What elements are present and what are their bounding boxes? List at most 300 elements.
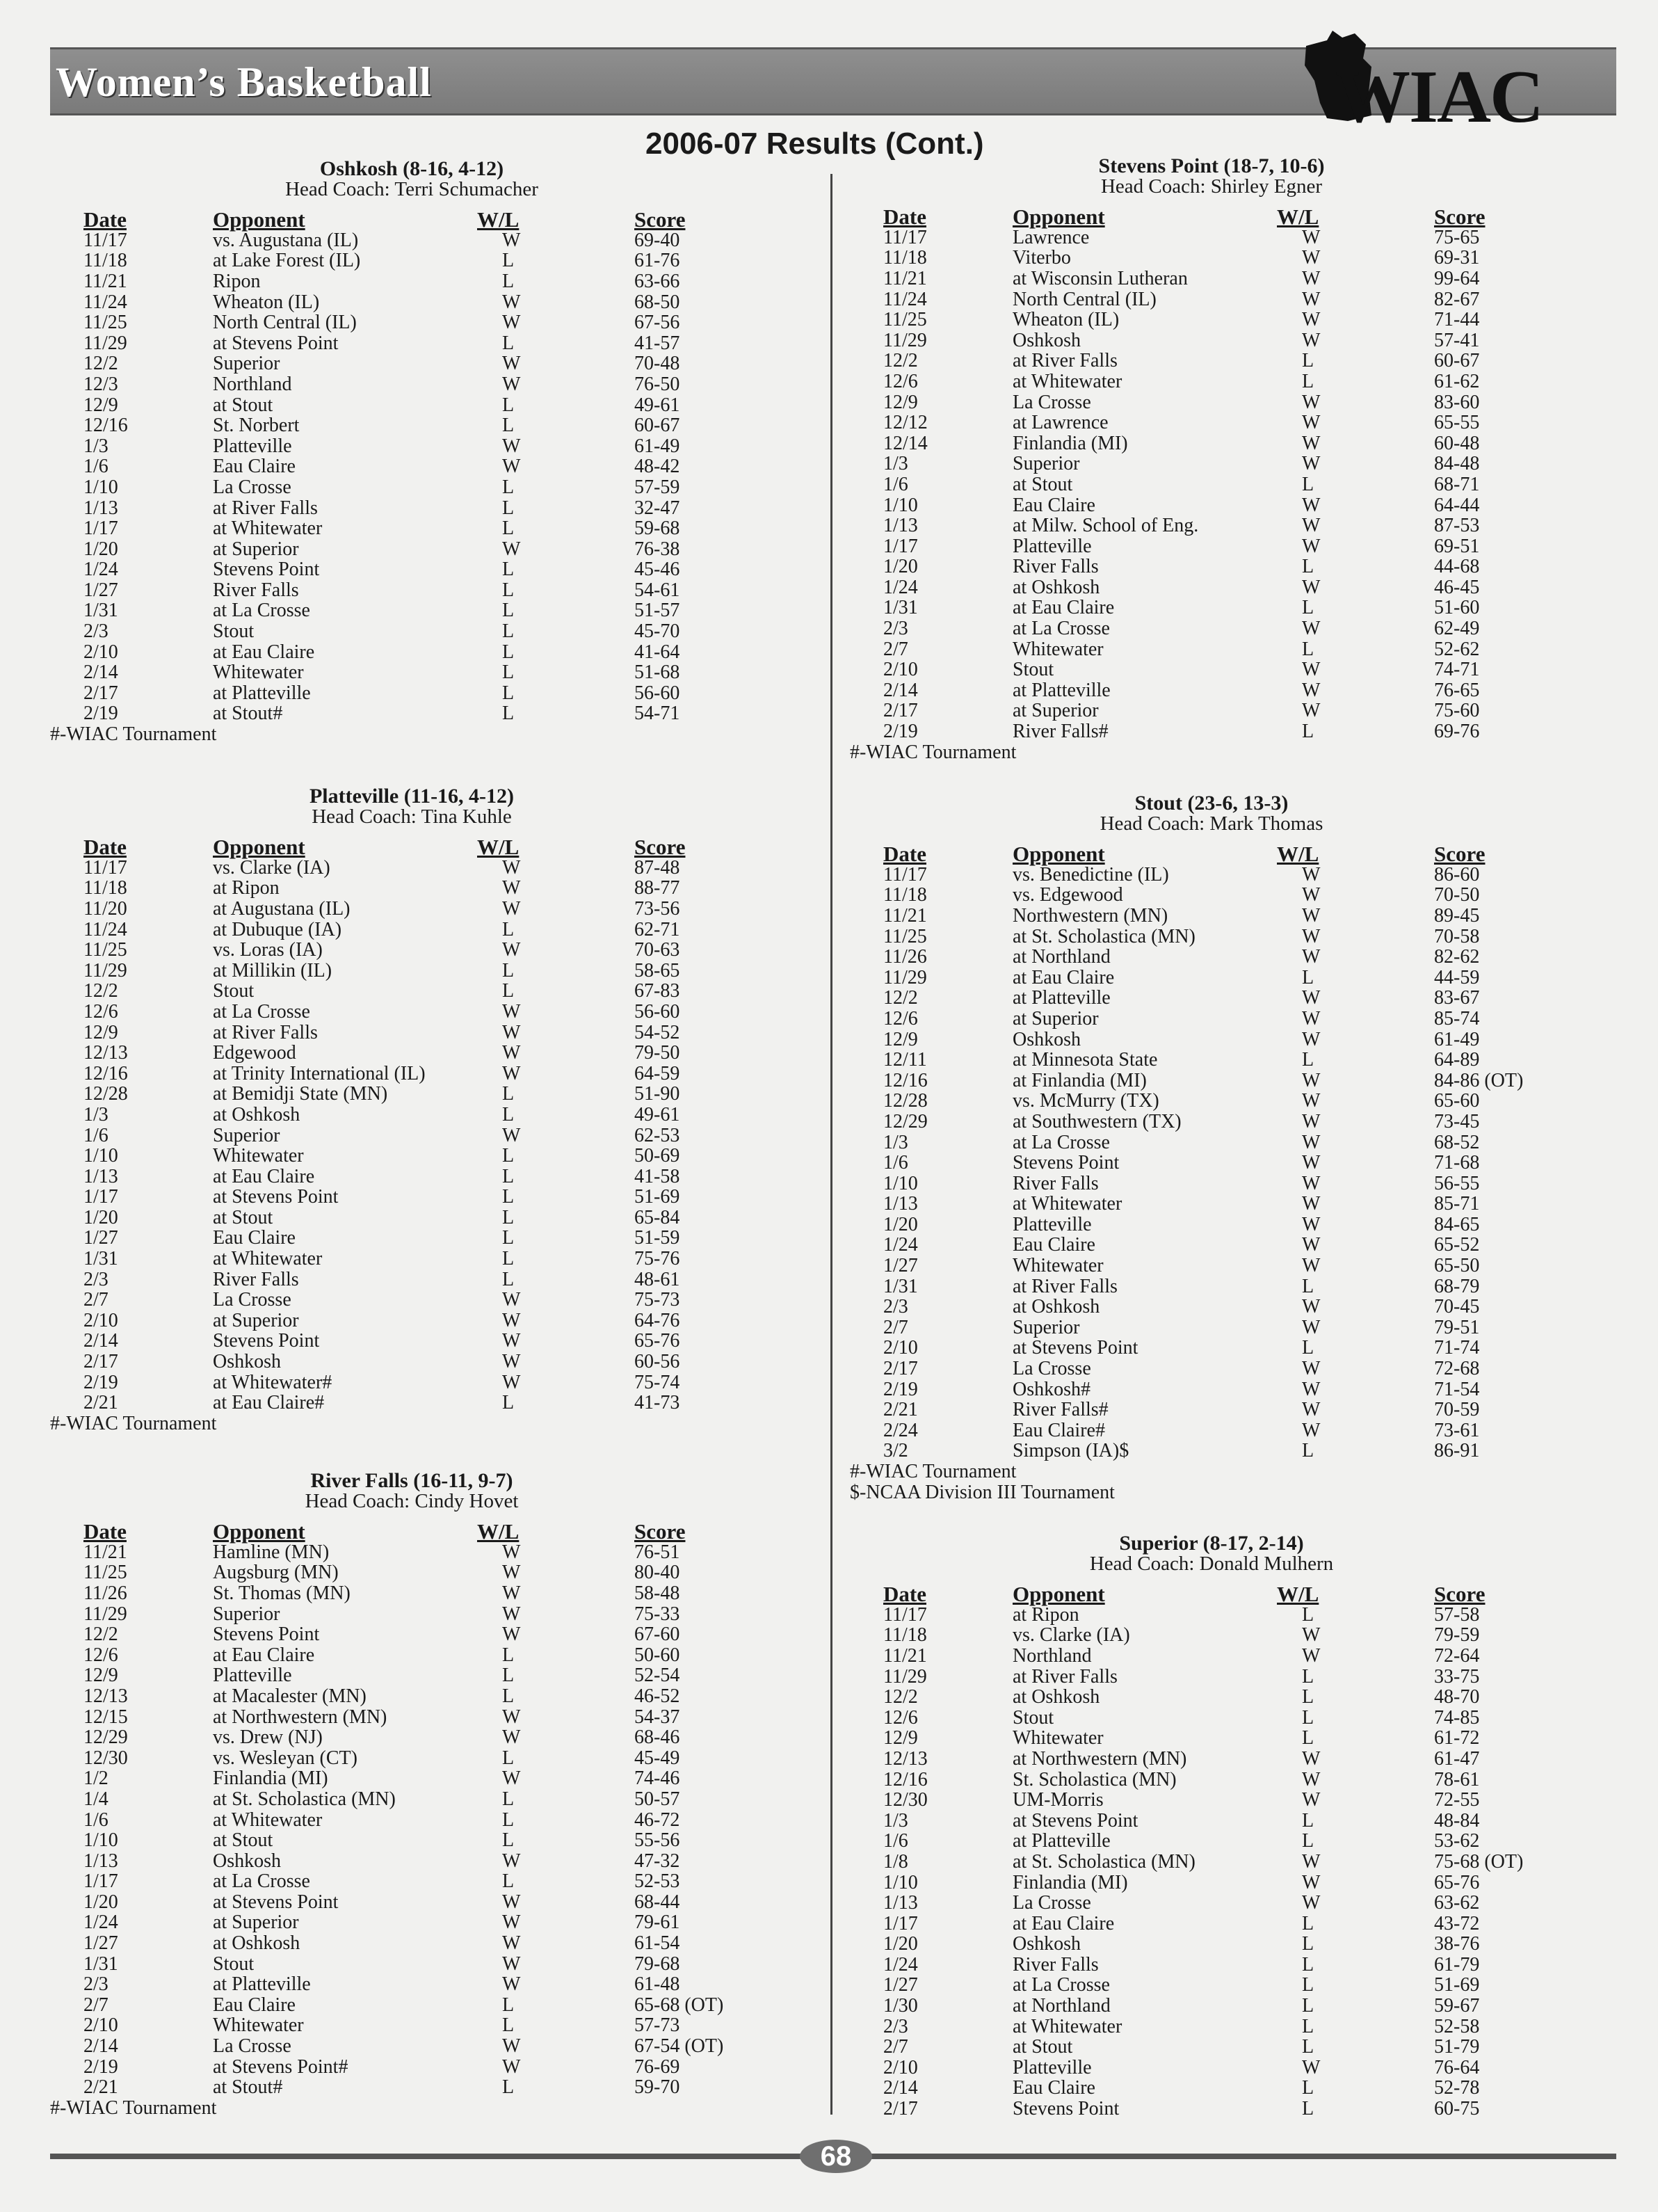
game-opponent: at Platteville [1013,679,1111,701]
game-opponent: Platteville [1013,2056,1092,2078]
game-result: L [1302,1049,1314,1071]
game-opponent: at Stout [213,1206,273,1228]
game-date: 2/14 [83,2035,118,2058]
game-date: 12/11 [883,1049,927,1071]
game-date: 1/4 [83,1788,108,1810]
results-title: 2006-07 Results (Cont.) [645,127,984,161]
game-result: L [1302,966,1314,988]
game-score: 79-68 [634,1953,680,1975]
game-row [50,920,773,940]
game-row [850,659,1573,680]
table-header [850,1584,1573,1605]
game-result: W [502,1371,521,1393]
opponent-header: Opponent [1013,1582,1105,1607]
game-score: 61-47 [1434,1747,1480,1770]
game-date: 2/14 [883,679,918,701]
game-date: 1/31 [883,597,918,619]
game-result: W [1302,679,1321,701]
game-date: 2/3 [883,1296,908,1318]
game-row [50,1727,773,1748]
game-score: 85-74 [1434,1007,1480,1029]
game-opponent: North Central (IL) [213,312,357,334]
game-score: 75-60 [1434,700,1480,722]
game-row [50,1023,773,1043]
game-date: 11/29 [883,966,927,988]
game-date: 11/26 [883,946,927,968]
game-row [50,312,773,333]
game-opponent: River Falls# [1013,721,1109,743]
game-date: 1/13 [883,1892,918,1914]
game-opponent: at Southwestern (TX) [1013,1110,1182,1132]
game-score: 61-79 [1434,1953,1480,1975]
game-score: 32-47 [634,497,680,519]
game-result: L [502,476,515,498]
game-result: L [502,1788,515,1810]
game-opponent: at Stout [213,394,273,416]
game-row [50,1789,773,1810]
game-result: L [1302,597,1314,619]
game-result: W [502,1582,521,1604]
game-score: 50-69 [634,1145,680,1167]
game-date: 1/13 [83,497,118,519]
game-opponent: vs. McMurry (TX) [1013,1090,1159,1112]
opponent-header: Opponent [1013,842,1105,867]
game-date: 1/10 [83,1145,118,1167]
game-row [850,248,1573,269]
game-result: L [502,1227,515,1249]
game-result: W [502,1000,521,1023]
game-score: 52-53 [634,1870,680,1893]
game-opponent: River Falls# [1013,1399,1109,1421]
game-row [50,333,773,354]
game-opponent: at Platteville [213,682,311,704]
game-row [50,961,773,981]
game-opponent: at Millikin (IL) [213,959,332,981]
game-opponent: at Platteville [213,1973,311,1996]
game-score: 75-33 [634,1603,680,1625]
game-date: 2/14 [83,662,118,684]
game-row [850,1770,1573,1790]
game-row [50,271,773,292]
game-result: W [1302,987,1321,1009]
date-header: Date [883,842,926,867]
game-row [850,310,1573,330]
game-date: 12/15 [83,1706,128,1728]
game-row [50,1768,773,1789]
game-result: W [502,1768,521,1790]
game-opponent: at River Falls [1013,1665,1118,1688]
game-date: 2/14 [883,2077,918,2099]
game-opponent: Eau Claire [213,456,296,478]
game-result: L [1302,1665,1314,1688]
head-coach: Head Coach: Terri Schumacher [285,177,538,200]
game-result: W [1302,288,1321,310]
game-result: L [1302,1809,1314,1832]
game-score: 69-51 [1434,535,1480,557]
game-date: 2/17 [83,1351,118,1373]
game-opponent: at Oshkosh [1013,1686,1100,1708]
game-opponent: vs. Wesleyan (CT) [213,1747,357,1769]
game-opponent: at Eau Claire# [213,1392,325,1414]
game-row [50,1933,773,1954]
game-date: 1/20 [83,538,118,560]
game-score: 71-74 [1434,1337,1480,1359]
game-row [50,981,773,1002]
game-opponent: Stout [213,620,255,643]
game-date: 12/13 [83,1042,128,1064]
game-score: 80-40 [634,1562,680,1584]
game-date: 1/17 [83,1186,118,1208]
game-date: 1/20 [83,1206,118,1228]
game-opponent: Eau Claire [1013,494,1095,516]
game-score: 72-68 [1434,1358,1480,1380]
score-header: Score [634,207,686,232]
game-result: W [1302,1768,1321,1790]
game-date: 2/19 [83,1371,118,1393]
game-date: 1/24 [883,576,918,598]
game-score: 41-64 [634,641,680,663]
game-score: 58-48 [634,1582,680,1604]
game-score: 60-75 [1434,2098,1480,2120]
game-result: W [502,1726,521,1749]
game-result: L [502,600,515,622]
game-date: 11/25 [83,939,127,961]
game-score: 63-66 [634,270,680,292]
game-result: L [502,1248,515,1270]
game-opponent: Stevens Point [1013,1152,1120,1174]
game-opponent: at Superior [213,538,299,560]
game-result: W [1302,1255,1321,1277]
game-date: 1/20 [883,1933,918,1955]
game-opponent: Platteville [1013,1213,1092,1235]
game-date: 12/6 [883,1706,918,1729]
game-result: W [1302,1110,1321,1132]
game-row [850,556,1573,577]
game-result: W [1302,659,1321,681]
game-row [850,1831,1573,1852]
game-date: 12/30 [83,1747,128,1769]
game-opponent: Lawrence [1013,226,1090,248]
game-opponent: St. Thomas (MN) [213,1582,351,1604]
game-score: 69-31 [1434,247,1480,269]
game-opponent: at Bemidji State (MN) [213,1083,388,1105]
game-result: W [1302,453,1321,475]
game-score: 76-38 [634,538,680,560]
game-opponent: at Northwestern (MN) [1013,1747,1187,1770]
game-result: W [1302,1234,1321,1256]
game-score: 84-48 [1434,453,1480,475]
game-date: 12/2 [83,980,118,1002]
game-date: 2/7 [83,1289,108,1311]
game-result: L [502,1870,515,1893]
game-row [850,1996,1573,2017]
game-row [50,1851,773,1872]
logo-text: WIAC [1335,56,1543,138]
game-date: 11/25 [883,925,927,947]
game-result: L [502,270,515,292]
game-opponent: vs. Loras (IA) [213,939,323,961]
game-date: 1/27 [83,1227,118,1249]
game-row [850,330,1573,351]
game-opponent: La Crosse [213,2035,291,2058]
game-row [50,1624,773,1645]
game-result: W [1302,1747,1321,1770]
game-score: 41-58 [634,1165,680,1187]
game-row [50,374,773,395]
wl-header: W/L [1277,842,1319,867]
game-date: 12/16 [83,1062,128,1084]
score-header: Score [1434,1582,1486,1607]
game-result: W [502,2055,521,2078]
game-score: 60-67 [634,415,680,437]
game-row [50,683,773,704]
game-opponent: Stevens Point [213,1624,320,1646]
game-score: 62-49 [1434,618,1480,640]
game-result: W [502,1351,521,1373]
game-date: 1/6 [83,1809,108,1831]
game-opponent: Stout [1013,1706,1054,1729]
game-date: 11/29 [83,1603,127,1625]
game-score: 52-58 [1434,2015,1480,2037]
game-result: L [502,1206,515,1228]
game-row [850,1852,1573,1873]
game-row [850,1029,1573,1050]
game-opponent: at Eau Claire [213,641,315,663]
game-score: 82-62 [1434,946,1480,968]
game-result: L [502,959,515,981]
game-opponent: Northland [1013,1644,1092,1667]
game-row [850,577,1573,598]
game-date: 11/17 [83,229,127,251]
game-row [850,1625,1573,1646]
game-score: 54-37 [634,1706,680,1728]
game-opponent: at La Crosse [213,600,310,622]
game-result: L [502,1083,515,1105]
game-row [850,1359,1573,1379]
game-score: 38-76 [1434,1933,1480,1955]
game-date: 1/3 [883,1809,908,1832]
game-row [850,515,1573,536]
game-date: 1/13 [83,1165,118,1187]
game-score: 63-62 [1434,1892,1480,1914]
game-date: 2/17 [83,682,118,704]
wl-header: W/L [477,1519,520,1544]
game-row [50,642,773,663]
game-opponent: Stevens Point [213,559,320,581]
game-row [50,1871,773,1892]
game-score: 84-86 (OT) [1434,1069,1524,1091]
game-score: 61-49 [1434,1028,1480,1050]
game-score: 33-75 [1434,1665,1480,1688]
game-row [850,988,1573,1009]
game-result: W [502,1309,521,1331]
game-opponent: Stout [213,1953,255,1975]
game-date: 12/13 [83,1685,128,1707]
game-row [850,1811,1573,1832]
game-opponent: at Stout# [213,703,283,725]
game-result: W [1302,494,1321,516]
game-result: W [502,1973,521,1996]
game-row [50,477,773,498]
game-score: 60-67 [1434,350,1480,372]
game-row [850,371,1573,392]
game-date: 2/19 [883,1378,918,1400]
game-row [850,1235,1573,1256]
game-result: W [502,1953,521,1975]
game-date: 1/3 [83,435,108,457]
game-opponent: Oshkosh [1013,1933,1081,1955]
game-score: 57-58 [1434,1603,1480,1626]
game-score: 74-85 [1434,1706,1480,1729]
game-result: L [502,980,515,1002]
game-date: 12/2 [883,987,918,1009]
game-row [50,878,773,899]
game-opponent: La Crosse [1013,1358,1091,1380]
game-result: L [1302,1830,1314,1852]
game-opponent: at La Crosse [1013,1131,1110,1153]
game-score: 61-76 [634,250,680,272]
game-row [50,292,773,313]
game-opponent: vs. Edgewood [1013,884,1123,906]
game-score: 51-68 [634,662,680,684]
game-score: 60-56 [634,1351,680,1373]
game-row [850,1112,1573,1132]
game-opponent: at Whitewater [1013,2015,1122,2037]
game-result: L [502,559,515,581]
game-result: L [502,394,515,416]
game-opponent: Whitewater [213,662,304,684]
game-result: W [502,1541,521,1563]
game-date: 11/29 [83,959,127,981]
game-row [50,1125,773,1146]
team-name: River Falls (16-11, 9-7) [310,1469,513,1492]
game-result: W [502,1330,521,1352]
game-score: 51-57 [634,600,680,622]
game-result: L [502,662,515,684]
game-date: 1/31 [883,1275,918,1297]
game-date: 11/17 [83,856,127,879]
game-result: L [502,332,515,354]
game-result: W [1302,1378,1321,1400]
game-opponent: La Crosse [1013,391,1091,413]
game-result: W [1302,1399,1321,1421]
game-opponent: Stevens Point [1013,2098,1120,2120]
game-date: 11/25 [883,309,927,331]
game-score: 61-49 [634,435,680,457]
game-score: 41-73 [634,1392,680,1414]
team-superior [850,1533,1573,2119]
game-date: 11/18 [883,247,927,269]
game-row [50,2036,773,2057]
game-opponent: Platteville [213,435,292,457]
game-row [850,1420,1573,1441]
game-date: 12/2 [83,353,118,375]
wiac-logo [1280,19,1544,138]
game-row [50,436,773,457]
game-row [50,1542,773,1563]
game-row [850,598,1573,618]
game-row [50,1084,773,1105]
game-result: W [1302,515,1321,537]
game-opponent: Oshkosh [213,1850,282,1872]
game-date: 12/30 [883,1789,928,1811]
game-opponent: Eau Claire# [1013,1419,1105,1441]
game-result: L [502,1165,515,1187]
game-result: W [1302,1419,1321,1441]
game-opponent: Whitewater [213,1145,304,1167]
section-title: Women’s Basketball [56,59,432,105]
game-row [50,662,773,683]
game-row [850,968,1573,988]
game-row [50,559,773,580]
game-score: 89-45 [1434,904,1480,927]
game-row [850,289,1573,310]
game-row [50,1604,773,1625]
game-result: W [502,373,521,395]
game-date: 2/3 [83,620,108,643]
game-result: W [1302,412,1321,434]
game-result: W [1302,925,1321,947]
game-date: 11/21 [883,1644,927,1667]
game-row [50,621,773,642]
game-row [850,1194,1573,1215]
game-score: 50-60 [634,1644,680,1666]
game-row [850,1276,1573,1297]
head-coach: Head Coach: Shirley Egner [1100,175,1323,198]
game-score: 52-78 [1434,2077,1480,2099]
game-date: 2/10 [83,2014,118,2037]
game-row [50,250,773,271]
game-result: W [1302,2056,1321,2078]
game-opponent: Stout [213,980,255,1002]
game-result: L [502,2014,515,2037]
game-opponent: Oshkosh [213,1351,282,1373]
game-score: 46-52 [634,1685,680,1707]
game-opponent: at Stout [1013,473,1073,495]
game-date: 12/29 [883,1110,928,1132]
game-row [50,1707,773,1728]
game-date: 12/2 [883,1686,918,1708]
game-result: L [502,1829,515,1852]
game-opponent: vs. Drew (NJ) [213,1726,323,1749]
game-row [50,395,773,416]
game-row [850,1708,1573,1729]
wl-header: W/L [1277,1582,1319,1607]
game-row [850,721,1573,742]
game-result: L [1302,556,1314,578]
game-result: W [502,1850,521,1872]
game-score: 99-64 [1434,267,1480,289]
game-opponent: Platteville [213,1665,292,1687]
team-river-falls [50,1470,773,2118]
game-row [850,1091,1573,1112]
game-result: W [1302,329,1321,351]
game-date: 12/12 [883,412,928,434]
game-row [850,1297,1573,1317]
game-opponent: at River Falls [213,497,318,519]
game-date: 11/26 [83,1582,127,1604]
game-date: 12/9 [83,394,118,416]
game-opponent: River Falls [1013,1953,1099,1975]
game-date: 11/24 [83,291,127,313]
tournament-note: #-WIAC Tournament [50,723,217,746]
game-score: 79-51 [1434,1316,1480,1338]
game-row [50,539,773,560]
game-row [850,1441,1573,1461]
game-date: 1/31 [83,1953,118,1975]
game-date: 1/20 [883,1213,918,1235]
game-date: 1/30 [883,1995,918,2017]
